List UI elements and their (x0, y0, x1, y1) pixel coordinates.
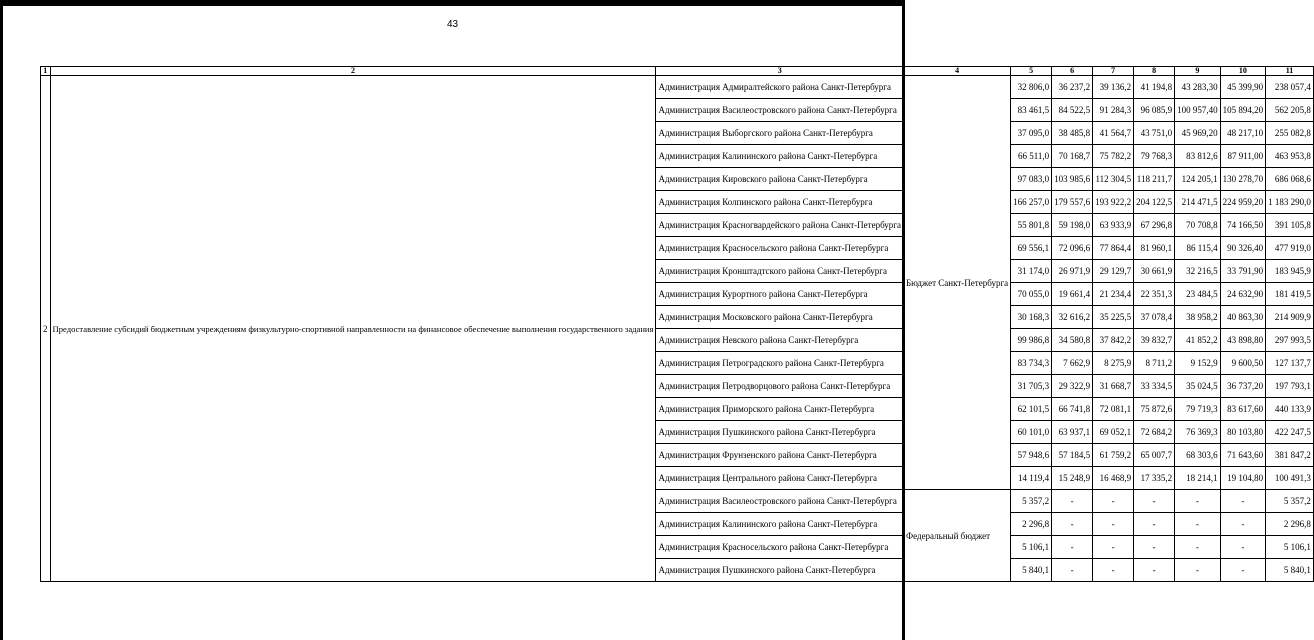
value-cell: 45 399,90 (1220, 76, 1266, 99)
value-cell: 17 335,2 (1134, 467, 1175, 490)
value-cell: - (1093, 559, 1134, 582)
value-cell: - (1134, 559, 1175, 582)
value-cell: 48 217,10 (1220, 122, 1266, 145)
admin-name-cell: Администрация Пушкинского района Санкт-Петербурга (656, 421, 904, 444)
value-cell: 79 768,3 (1134, 145, 1175, 168)
value-cell: 70 168,7 (1052, 145, 1093, 168)
value-cell: - (1220, 490, 1266, 513)
value-cell: 90 326,40 (1220, 237, 1266, 260)
admin-name-cell: Администрация Пушкинского района Санкт-Петербурга (656, 559, 904, 582)
value-cell: 36 737,20 (1220, 375, 1266, 398)
header-cell: 8 (1134, 67, 1175, 76)
value-cell: 96 085,9 (1134, 99, 1175, 122)
value-cell: 33 791,90 (1220, 260, 1266, 283)
value-cell: 99 986,8 (1011, 329, 1052, 352)
value-cell: - (1093, 513, 1134, 536)
value-cell: 477 919,0 (1266, 237, 1314, 260)
header-cell: 5 (1011, 67, 1052, 76)
value-cell: 32 616,2 (1052, 306, 1093, 329)
value-cell: 86 115,4 (1175, 237, 1221, 260)
value-cell: 62 101,5 (1011, 398, 1052, 421)
value-cell: 69 556,1 (1011, 237, 1052, 260)
header-cell: 7 (1093, 67, 1134, 76)
admin-name-cell: Администрация Приморского района Санкт-Петербурга (656, 398, 904, 421)
value-cell: 91 284,3 (1093, 99, 1134, 122)
value-cell: 14 119,4 (1011, 467, 1052, 490)
value-cell: 32 806,0 (1011, 76, 1052, 99)
value-cell: 8 275,9 (1093, 352, 1134, 375)
value-cell: 83 734,3 (1011, 352, 1052, 375)
value-cell: 71 643,60 (1220, 444, 1266, 467)
value-cell: 391 105,8 (1266, 214, 1314, 237)
admin-name-cell: Администрация Колпинского района Санкт-Петербурга (656, 191, 904, 214)
admin-name-cell: Администрация Адмиралтейского района Санкт-Петербурга (656, 76, 904, 99)
value-cell: 43 751,0 (1134, 122, 1175, 145)
value-cell: 60 101,0 (1011, 421, 1052, 444)
value-cell: 41 852,2 (1175, 329, 1221, 352)
value-cell: 16 468,9 (1093, 467, 1134, 490)
admin-name-cell: Администрация Кронштадтского района Санкт-Петербурга (656, 260, 904, 283)
value-cell: 7 662,9 (1052, 352, 1093, 375)
admin-name-cell: Администрация Красногвардейского района Санкт-Петербурга (656, 214, 904, 237)
value-cell: 166 257,0 (1011, 191, 1052, 214)
value-cell: 381 847,2 (1266, 444, 1314, 467)
value-cell: 105 894,20 (1220, 99, 1266, 122)
value-cell: 74 166,50 (1220, 214, 1266, 237)
value-cell: 97 083,0 (1011, 168, 1052, 191)
value-cell: 35 225,5 (1093, 306, 1134, 329)
admin-name-cell: Администрация Петродворцового района Санкт-Петербурга (656, 375, 904, 398)
admin-name-cell: Администрация Курортного района Санкт-Петербурга (656, 283, 904, 306)
value-cell: 5 106,1 (1266, 536, 1314, 559)
value-cell: 2 296,8 (1266, 513, 1314, 536)
value-cell: 38 958,2 (1175, 306, 1221, 329)
value-cell: 70 055,0 (1011, 283, 1052, 306)
value-cell: 57 948,6 (1011, 444, 1052, 467)
value-cell: 72 081,1 (1093, 398, 1134, 421)
value-cell: 18 214,1 (1175, 467, 1221, 490)
value-cell: 21 234,4 (1093, 283, 1134, 306)
scan-border-left (0, 0, 3, 640)
value-cell: 75 872,6 (1134, 398, 1175, 421)
value-cell: 81 960,1 (1134, 237, 1175, 260)
header-cell: 1 (41, 67, 51, 76)
value-cell: 5 357,2 (1011, 490, 1052, 513)
value-cell: 40 863,30 (1220, 306, 1266, 329)
header-cell: 2 (50, 67, 656, 76)
header-cell: 11 (1266, 67, 1314, 76)
table-row (41, 76, 1314, 99)
value-cell: - (1134, 536, 1175, 559)
header-cell: 10 (1220, 67, 1266, 76)
value-cell: 193 922,2 (1093, 191, 1134, 214)
page-number: 43 (446, 19, 459, 30)
value-cell: 30 661,9 (1134, 260, 1175, 283)
value-cell: 100 491,3 (1266, 467, 1314, 490)
value-cell: 45 969,20 (1175, 122, 1221, 145)
value-cell: - (1052, 536, 1093, 559)
value-cell: 440 133,9 (1266, 398, 1314, 421)
value-cell: 29 129,7 (1093, 260, 1134, 283)
admin-name-cell: Администрация Калининского района Санкт-Петербурга (656, 145, 904, 168)
value-cell: 41 194,8 (1134, 76, 1175, 99)
value-cell: 68 303,6 (1175, 444, 1221, 467)
value-cell: - (1052, 513, 1093, 536)
row-index: 2 (41, 76, 51, 582)
admin-name-cell: Администрация Невского района Санкт-Петербурга (656, 329, 904, 352)
value-cell: 224 959,20 (1220, 191, 1266, 214)
admin-name-cell: Администрация Василеостровского района Санкт-Петербурга (656, 99, 904, 122)
value-cell: 30 168,3 (1011, 306, 1052, 329)
value-cell: 100 957,40 (1175, 99, 1221, 122)
value-cell: 9 152,9 (1175, 352, 1221, 375)
value-cell: 70 708,8 (1175, 214, 1221, 237)
value-cell: 5 840,1 (1011, 559, 1052, 582)
value-cell: 34 580,8 (1052, 329, 1093, 352)
value-cell: 69 052,1 (1093, 421, 1134, 444)
value-cell: 118 211,7 (1134, 168, 1175, 191)
value-cell: - (1175, 490, 1221, 513)
scan-border-top (0, 0, 905, 6)
admin-name-cell: Администрация Красносельского района Санкт-Петербурга (656, 536, 904, 559)
value-cell: 214 909,9 (1266, 306, 1314, 329)
value-cell: 83 617,60 (1220, 398, 1266, 421)
value-cell: 83 461,5 (1011, 99, 1052, 122)
value-cell: 37 078,4 (1134, 306, 1175, 329)
value-cell: 130 278,70 (1220, 168, 1266, 191)
value-cell: 31 174,0 (1011, 260, 1052, 283)
value-cell: 15 248,9 (1052, 467, 1093, 490)
value-cell: 5 106,1 (1011, 536, 1052, 559)
admin-name-cell: Администрация Петроградского района Санкт-Петербурга (656, 352, 904, 375)
value-cell: 66 511,0 (1011, 145, 1052, 168)
value-cell: 67 296,8 (1134, 214, 1175, 237)
value-cell: 5 357,2 (1266, 490, 1314, 513)
value-cell: - (1093, 536, 1134, 559)
value-cell: 63 937,1 (1052, 421, 1093, 444)
value-cell: 77 864,4 (1093, 237, 1134, 260)
header-cell: 9 (1175, 67, 1221, 76)
header-cell: 6 (1052, 67, 1093, 76)
value-cell: 463 953,8 (1266, 145, 1314, 168)
subsidy-table (40, 66, 1314, 582)
value-cell: 103 985,6 (1052, 168, 1093, 191)
admin-name-cell: Администрация Фрунзенского района Санкт-Петербурга (656, 444, 904, 467)
value-cell: 87 911,00 (1220, 145, 1266, 168)
value-cell: 1 183 290,0 (1266, 191, 1314, 214)
value-cell: 36 237,2 (1052, 76, 1093, 99)
purpose-cell: Предоставление субсидий бюджетным учреждениям физкультурно-спортивной направленности на финансовое обеспечение выполнения государственного задания (50, 76, 656, 582)
value-cell: 127 137,7 (1266, 352, 1314, 375)
value-cell: - (1220, 513, 1266, 536)
value-cell: 19 104,80 (1220, 467, 1266, 490)
value-cell: - (1093, 490, 1134, 513)
value-cell: 22 351,3 (1134, 283, 1175, 306)
value-cell: 57 184,5 (1052, 444, 1093, 467)
value-cell: 5 840,1 (1266, 559, 1314, 582)
admin-name-cell: Администрация Московского района Санкт-Петербурга (656, 306, 904, 329)
value-cell: 29 322,9 (1052, 375, 1093, 398)
funding-source-cell: Бюджет Санкт-Петербурга (904, 76, 1011, 490)
value-cell: 39 832,7 (1134, 329, 1175, 352)
value-cell: 79 719,3 (1175, 398, 1221, 421)
value-cell: 75 782,2 (1093, 145, 1134, 168)
value-cell: 23 484,5 (1175, 283, 1221, 306)
value-cell: - (1220, 536, 1266, 559)
value-cell: 9 600,50 (1220, 352, 1266, 375)
value-cell: - (1052, 559, 1093, 582)
value-cell: 297 993,5 (1266, 329, 1314, 352)
value-cell: 422 247,5 (1266, 421, 1314, 444)
value-cell: 39 136,2 (1093, 76, 1134, 99)
value-cell: 112 304,5 (1093, 168, 1134, 191)
funding-source-cell: Федеральный бюджет (904, 490, 1011, 582)
value-cell: 76 369,3 (1175, 421, 1221, 444)
value-cell: 59 198,0 (1052, 214, 1093, 237)
admin-name-cell: Администрация Выборгского района Санкт-Петербурга (656, 122, 904, 145)
value-cell: 31 705,3 (1011, 375, 1052, 398)
value-cell: 204 122,5 (1134, 191, 1175, 214)
value-cell: - (1134, 513, 1175, 536)
admin-name-cell: Администрация Центрального района Санкт-Петербурга (656, 467, 904, 490)
value-cell: 124 205,1 (1175, 168, 1221, 191)
value-cell: 197 793,1 (1266, 375, 1314, 398)
value-cell: 66 741,8 (1052, 398, 1093, 421)
value-cell: 61 759,2 (1093, 444, 1134, 467)
value-cell: 181 419,5 (1266, 283, 1314, 306)
value-cell: - (1175, 513, 1221, 536)
value-cell: 214 471,5 (1175, 191, 1221, 214)
value-cell: 32 216,5 (1175, 260, 1221, 283)
value-cell: 238 057,4 (1266, 76, 1314, 99)
value-cell: 41 564,7 (1093, 122, 1134, 145)
value-cell: 255 082,8 (1266, 122, 1314, 145)
header-cell: 4 (904, 67, 1011, 76)
value-cell: 43 283,30 (1175, 76, 1221, 99)
value-cell: 562 205,8 (1266, 99, 1314, 122)
value-cell: - (1052, 490, 1093, 513)
value-cell: - (1220, 559, 1266, 582)
value-cell: 65 007,7 (1134, 444, 1175, 467)
value-cell: 37 095,0 (1011, 122, 1052, 145)
header-row (41, 67, 1314, 76)
value-cell: 8 711,2 (1134, 352, 1175, 375)
value-cell: - (1175, 559, 1221, 582)
value-cell: 33 334,5 (1134, 375, 1175, 398)
admin-name-cell: Администрация Красносельского района Санкт-Петербурга (656, 237, 904, 260)
value-cell: 686 068,6 (1266, 168, 1314, 191)
value-cell: 63 933,9 (1093, 214, 1134, 237)
value-cell: 38 485,8 (1052, 122, 1093, 145)
value-cell: 179 557,6 (1052, 191, 1093, 214)
value-cell: - (1134, 490, 1175, 513)
value-cell: - (1175, 536, 1221, 559)
admin-name-cell: Администрация Калининского района Санкт-Петербурга (656, 513, 904, 536)
value-cell: 24 632,90 (1220, 283, 1266, 306)
value-cell: 35 024,5 (1175, 375, 1221, 398)
value-cell: 26 971,9 (1052, 260, 1093, 283)
admin-name-cell: Администрация Василеостровского района Санкт-Петербурга (656, 490, 904, 513)
value-cell: 31 668,7 (1093, 375, 1134, 398)
value-cell: 183 945,9 (1266, 260, 1314, 283)
value-cell: 37 842,2 (1093, 329, 1134, 352)
header-cell: 3 (656, 67, 904, 76)
value-cell: 72 096,6 (1052, 237, 1093, 260)
value-cell: 83 812,6 (1175, 145, 1221, 168)
value-cell: 55 801,8 (1011, 214, 1052, 237)
value-cell: 43 898,80 (1220, 329, 1266, 352)
value-cell: 84 522,5 (1052, 99, 1093, 122)
value-cell: 2 296,8 (1011, 513, 1052, 536)
admin-name-cell: Администрация Кировского района Санкт-Петербурга (656, 168, 904, 191)
value-cell: 80 103,80 (1220, 421, 1266, 444)
value-cell: 19 661,4 (1052, 283, 1093, 306)
value-cell: 72 684,2 (1134, 421, 1175, 444)
